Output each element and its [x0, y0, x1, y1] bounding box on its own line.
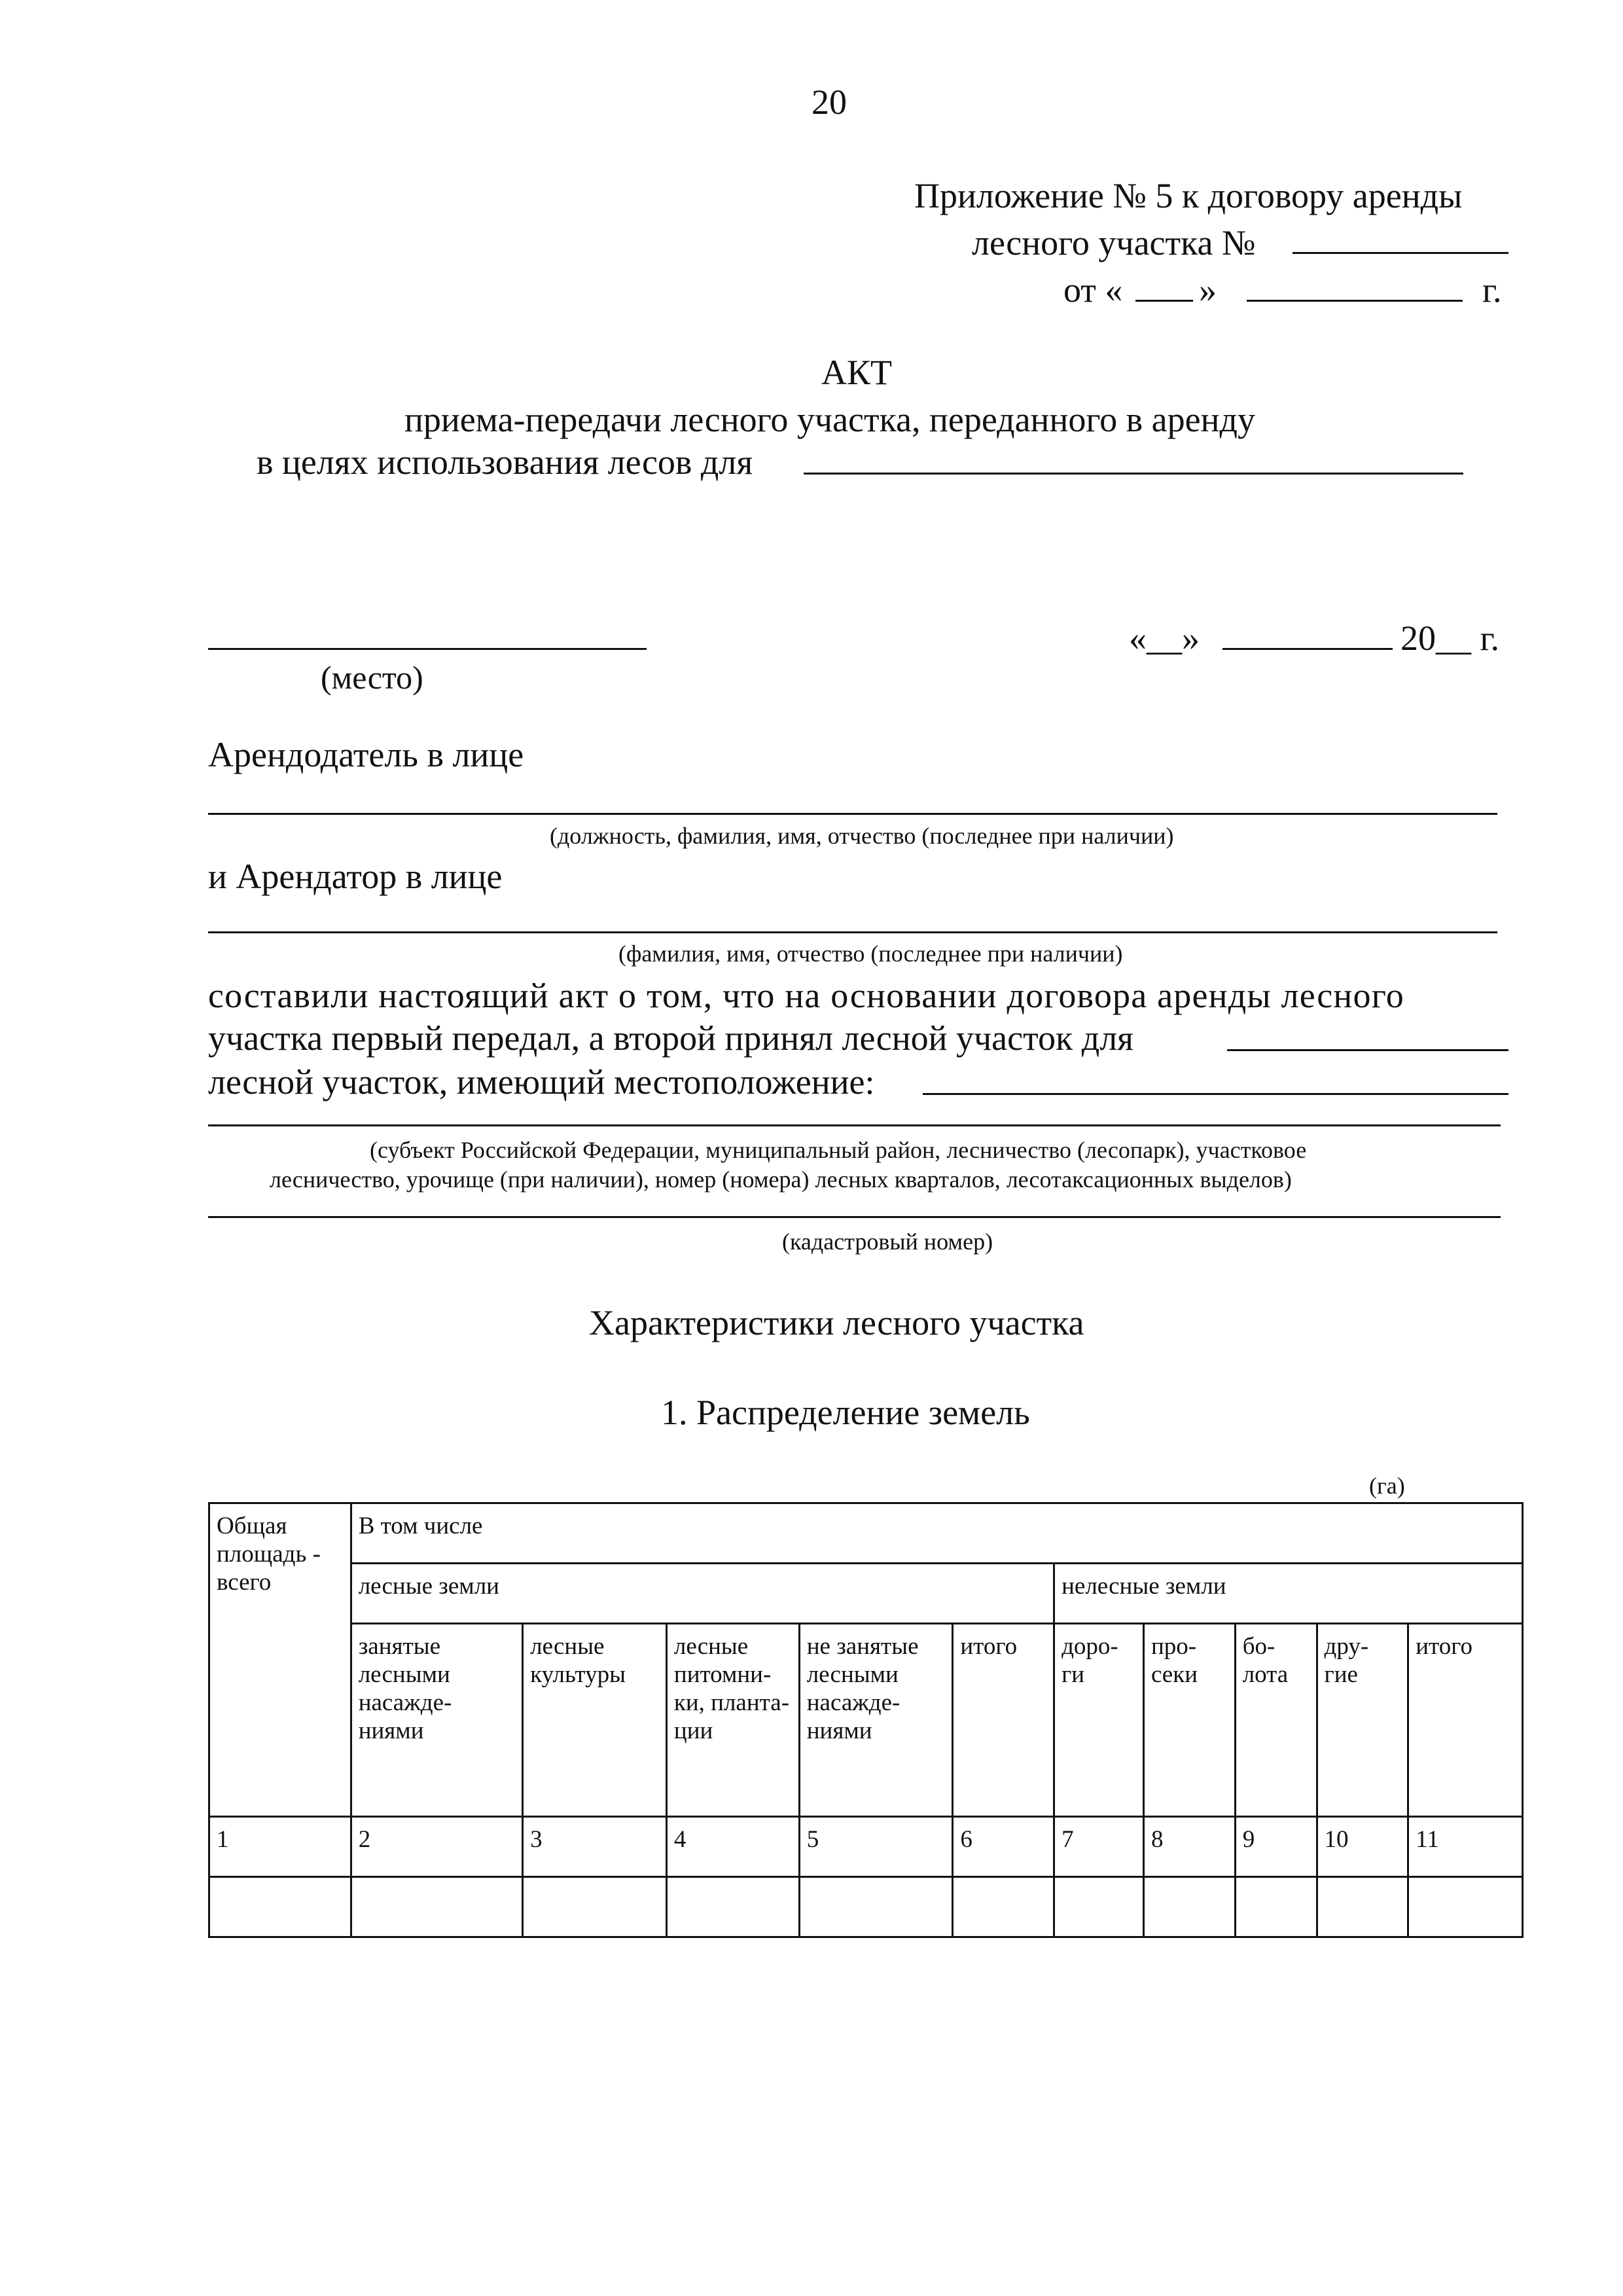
- table-cell: [209, 1877, 351, 1937]
- column-number: 5: [799, 1817, 953, 1877]
- location-caption-1: (субъект Российской Федерации, муниципальный район, лесничество (лесопарк), участковое: [370, 1137, 1307, 1163]
- place-line: [208, 648, 647, 650]
- lessee-line: [208, 931, 1497, 933]
- col-header-other: дру-гие: [1317, 1624, 1408, 1817]
- column-number: 4: [666, 1817, 799, 1877]
- table-cell: [1235, 1877, 1317, 1937]
- section-subtitle: 1. Распределение земель: [661, 1393, 1030, 1432]
- col-header-occupied: занятые лесными насажде-ниями: [351, 1624, 522, 1817]
- title-line-1: приема-передачи лесного участка, переданного в аренду: [404, 400, 1255, 439]
- appendix-line-2: лесного участка №: [972, 223, 1256, 262]
- column-number: 3: [523, 1817, 667, 1877]
- table-cell: [799, 1877, 953, 1937]
- column-number: 1: [209, 1817, 351, 1877]
- table-cell: [1054, 1877, 1144, 1937]
- table-cell: [1143, 1877, 1235, 1937]
- land-distribution-table: [208, 1502, 1524, 1938]
- empty-data-row: [209, 1877, 1523, 1937]
- appendix-line-1: Приложение № 5 к договору аренды: [914, 176, 1463, 215]
- appendix-day-line: [1135, 300, 1193, 302]
- purpose-fill-line: [1227, 1049, 1508, 1051]
- body-line-1: составили настоящий акт о том, что на основании договора аренды лесного: [208, 976, 1404, 1015]
- table-cell: [666, 1877, 799, 1937]
- table-cell: [1408, 1877, 1523, 1937]
- section-title: Характеристики лесного участка: [589, 1303, 1084, 1342]
- table-cell: [351, 1877, 522, 1937]
- col-header-roads: доро-ги: [1054, 1624, 1144, 1817]
- appendix-date-suffix: г.: [1482, 270, 1502, 310]
- page-number: 20: [812, 82, 847, 122]
- lessor-label: Арендодатель в лице: [208, 735, 524, 774]
- col-header-unoccupied: не занятые лесными насажде-ниями: [799, 1624, 953, 1817]
- col-header-forest-total: итого: [953, 1624, 1054, 1817]
- contract-number-line: [1293, 252, 1508, 254]
- location-line: [208, 1124, 1501, 1126]
- column-number: 10: [1317, 1817, 1408, 1877]
- appendix-date-mid: »: [1199, 270, 1217, 310]
- table-cell: [1317, 1877, 1408, 1937]
- total-area-header: Общая площадь - всего: [209, 1503, 351, 1817]
- cadastral-caption: (кадастровый номер): [782, 1229, 993, 1255]
- lessee-label: и Арендатор в лице: [208, 857, 503, 896]
- location-caption-2: лесничество, урочище (при наличии), номер (номера) лесных кварталов, лесотаксационных выделов): [270, 1166, 1292, 1193]
- date-year: 20__ г.: [1400, 619, 1500, 658]
- col-header-nurseries: лесные питомни-ки, планта-ции: [666, 1624, 799, 1817]
- akt-title: АКТ: [821, 353, 892, 392]
- column-number: 8: [1143, 1817, 1235, 1877]
- title-line-2: в целях использования лесов для: [257, 442, 753, 482]
- date-day: «__»: [1129, 619, 1200, 658]
- col-header-clearings: про-секи: [1143, 1624, 1235, 1817]
- body-line-2: участка первый передал, а второй принял лесной участок для: [208, 1018, 1133, 1058]
- table-cell: [523, 1877, 667, 1937]
- table-cell: [953, 1877, 1054, 1937]
- date-month-line: [1222, 648, 1393, 650]
- column-number: 2: [351, 1817, 522, 1877]
- place-caption: (место): [321, 659, 423, 696]
- lessor-line: [208, 813, 1497, 815]
- col-header-nonforest-total: итого: [1408, 1624, 1523, 1817]
- purpose-line: [804, 473, 1463, 475]
- col-header-cultures: лесные культуры: [523, 1624, 667, 1817]
- location-fill-line: [923, 1093, 1508, 1095]
- unit-label: (га): [1369, 1473, 1405, 1499]
- lessor-caption: (должность, фамилия, имя, отчество (последнее при наличии): [550, 823, 1174, 849]
- col-header-swamps: бо-лота: [1235, 1624, 1317, 1817]
- column-number: 6: [953, 1817, 1054, 1877]
- including-header: В том числе: [351, 1503, 1522, 1564]
- column-number: 11: [1408, 1817, 1523, 1877]
- appendix-date-prefix: от «: [1063, 270, 1123, 310]
- column-numbers-row: [209, 1817, 1523, 1877]
- forest-lands-header: лесные земли: [351, 1564, 1054, 1624]
- lessee-caption: (фамилия, имя, отчество (последнее при наличии): [618, 941, 1123, 967]
- body-line-3: лесной участок, имеющий местоположение:: [208, 1062, 875, 1102]
- appendix-month-line: [1247, 300, 1463, 302]
- column-number: 7: [1054, 1817, 1144, 1877]
- column-number: 9: [1235, 1817, 1317, 1877]
- nonforest-lands-header: нелесные земли: [1054, 1564, 1523, 1624]
- cadastral-line: [208, 1216, 1501, 1218]
